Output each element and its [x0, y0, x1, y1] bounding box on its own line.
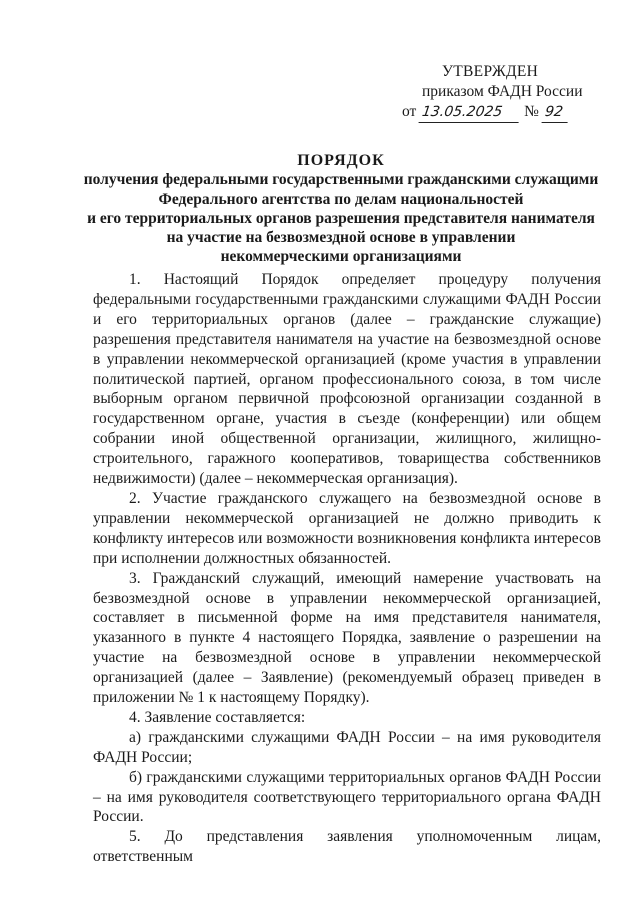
title-line: некоммерческими организациями: [220, 248, 462, 266]
approval-order-line: приказом ФАДН России: [422, 83, 583, 100]
document-title: [80, 151, 602, 267]
handwritten-date: 13.05.2025: [419, 102, 522, 123]
paragraph-4b: б) гражданскими служащими территориальных органов ФАДН России – на имя руководителя соответствующего территориального органа ФАДН России.: [93, 768, 601, 826]
title-main: ПОРЯДОК: [297, 152, 385, 169]
title-line: на участие на безвозмездной основе в управлении: [166, 229, 516, 247]
paragraph-5: 5. До представления заявления уполномоченным лицам, ответственным: [93, 828, 601, 866]
paragraph-4: 4. Заявление составляется:: [129, 708, 306, 726]
title-line: получения федеральными государственными гражданскими служащими: [83, 171, 599, 189]
paragraph-1: 1. Настоящий Порядок определяет процедуру получения федеральными государственными гражданскими служащими ФАДН России и его территориальных органов (далее – гражданские служащие) разрешения представителя нанимателя на участие на безвозмездной основе в управлении некоммерческой организацией (кроме участия в управлении политической партией, органом профессионального союза, в том числе выборным органом первичной профсоюзной организации созданной в государственном органе, участия в съезде (конференции) или общем собрании иной общественной организации, жилищного, жилищно-строительного, гаражного кооперативов, товарищества собственников недвижимости) (далее – некоммерческая организация).: [93, 271, 601, 488]
date-prefix: от: [402, 103, 417, 120]
paragraph-2: 2. Участие гражданского служащего на безвозмездной основе в управлении некоммерческой организацией не должно приводить к конфликту интересов или возможности возникновения конфликта интересов при исполнении должностных обязанностей.: [93, 489, 601, 567]
paragraph-4a: а) гражданскими служащими ФАДН России – на имя руководителя ФАДН России;: [93, 728, 601, 766]
approval-stamp: [402, 62, 602, 123]
approval-heading: УТВЕРЖДЕН: [442, 63, 539, 80]
handwritten-number: 92: [541, 102, 570, 123]
number-prefix: №: [524, 103, 539, 120]
approval-date-line: [402, 102, 602, 123]
title-line: Федерального агентства по делам национальностей: [158, 190, 524, 208]
title-line: и его территориальных органов разрешения представителя нанимателя: [87, 209, 595, 227]
document-body: [93, 270, 601, 867]
paragraph-3: 3. Гражданский служащий, имеющий намерение участвовать на безвозмездной основе в управлении некоммерческой организацией, составляет в письменной форме на имя представителя нанимателя, указанного в пункте 4 настоящего Порядка, заявление о разрешении на участие на безвозмездной основе в управлении некоммерческой организацией (далее – Заявление) (рекомендуемый образец приведен в приложении № 1 к настоящему Порядку).: [93, 569, 601, 707]
